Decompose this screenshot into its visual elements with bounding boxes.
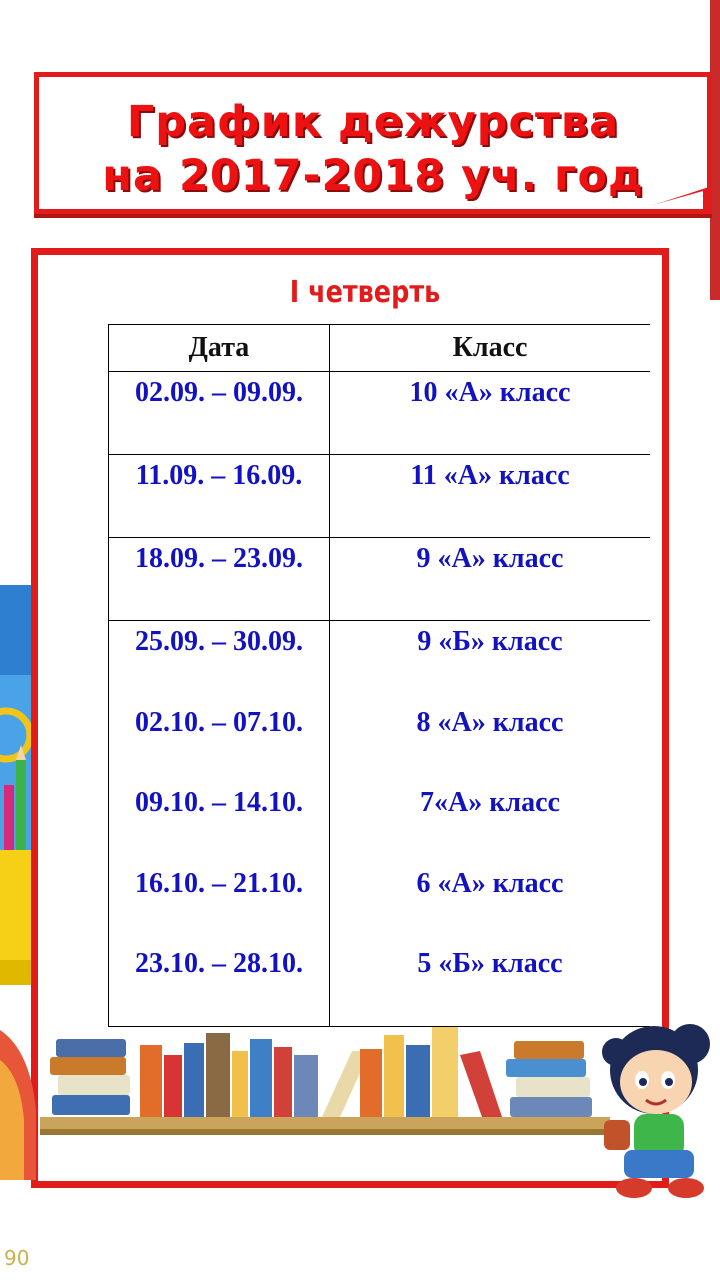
- pencils-cup-icon: [0, 585, 34, 985]
- date-cell: 02.10. – 07.10.: [135, 706, 303, 738]
- table-row: [109, 372, 651, 455]
- date-cell-group: [109, 621, 330, 1027]
- class-cell: 8 «А» класс: [416, 706, 564, 738]
- class-cell: 5 «Б» класс: [417, 948, 563, 979]
- books-shelf-icon: [40, 1025, 615, 1140]
- date-cell: 02.09. – 09.09.: [109, 372, 330, 455]
- date-cell: 16.10. – 21.10.: [135, 867, 303, 899]
- table-row-group: [109, 621, 651, 1027]
- cartoon-girl-icon: [598, 1010, 720, 1205]
- column-header-date: Дата: [109, 325, 330, 372]
- date-cell: 09.10. – 14.10.: [135, 787, 303, 818]
- class-cell: 7«А» класс: [420, 787, 560, 818]
- class-cell: 9 «Б» класс: [417, 626, 563, 657]
- table-header-row: [109, 325, 651, 372]
- class-cell: 11 «А» класс: [330, 455, 651, 538]
- class-cell: 9 «А» класс: [330, 538, 651, 621]
- date-cell: 18.09. – 23.09.: [109, 538, 330, 621]
- title-banner: [34, 72, 712, 214]
- date-cell: 11.09. – 16.09.: [109, 455, 330, 538]
- column-header-class: Класс: [330, 325, 651, 372]
- class-cell: 6 «А» класс: [416, 867, 564, 899]
- table-row: [109, 538, 651, 621]
- class-cell: 10 «А» класс: [330, 372, 651, 455]
- bag-corner-icon: [0, 1020, 40, 1180]
- table-row: [109, 455, 651, 538]
- date-cell: 23.10. – 28.10.: [135, 948, 303, 979]
- class-cell-group: [330, 621, 651, 1027]
- page-curl-decoration: [629, 187, 709, 213]
- quarter-heading: I четверть: [289, 275, 441, 310]
- date-cell: 25.09. – 30.09.: [135, 626, 303, 657]
- page-number: 90: [4, 1246, 30, 1270]
- duty-schedule-table: [108, 324, 650, 1027]
- page-title: График дежурства на 2017-2018 уч. год: [102, 97, 644, 201]
